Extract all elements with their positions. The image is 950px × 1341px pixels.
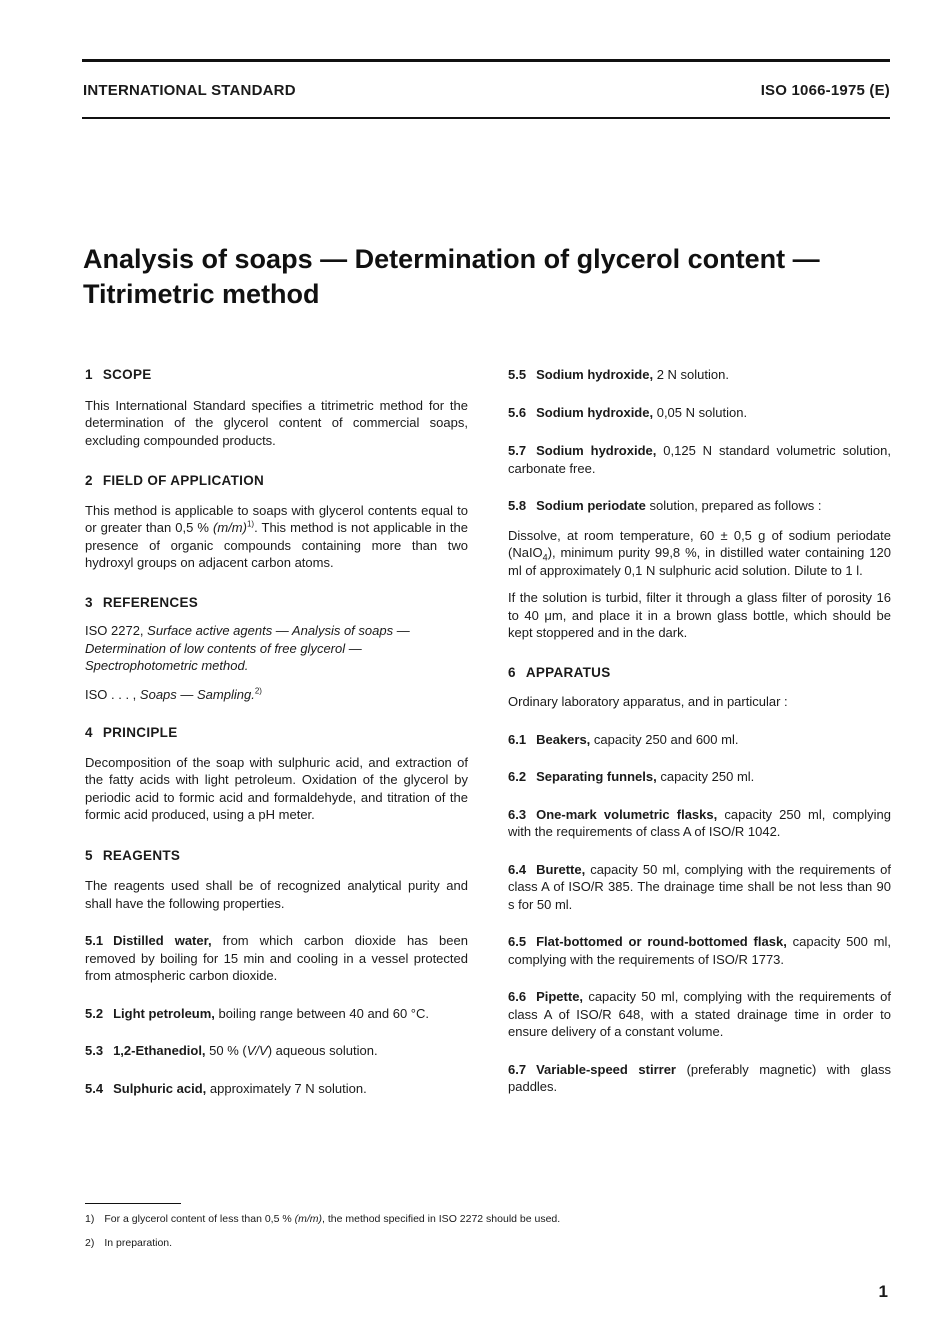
footnote-1: 1) For a glycerol content of less than 0,5 % (m/m), the method specified in ISO 2272 should be used.	[85, 1213, 561, 1225]
header-bottom-rule	[82, 117, 890, 119]
document-title	[83, 242, 883, 312]
section-5-intro: The reagents used shall be of recognized analytical purity and shall have the following properties.	[85, 878, 468, 911]
reference-iso-soaps-sampling: ISO . . . , Soaps — Sampling.$^{2)}$	[85, 686, 262, 702]
title-line-2: Titrimetric method	[83, 279, 320, 309]
item-5-8-filtering: If the solution is turbid, filter it through a glass filter of porosity 16 to 40 μm, and place it in a brown glass bottle, which should be kept stoppered and in the dark.	[508, 590, 891, 640]
item-6-1: 6.1 Beakers, capacity 250 and 600 ml.	[508, 731, 739, 747]
section-1-heading: 1 SCOPE	[85, 367, 152, 382]
section-2-heading: 2 FIELD OF APPLICATION	[85, 473, 265, 488]
page-number: 1	[878, 1282, 888, 1301]
section-2-text: This method is applicable to soaps with glycerol contents equal to or greater than 0,5 % $(m/m)^{1)}$. This method is not applicable in the presence of organic compounds containing more than two hydroxyl groups on adjacent carbon atoms.	[85, 502, 468, 570]
title-line-1: Analysis of soaps — Determination of glycerol content —	[83, 244, 820, 274]
section-4-heading: 4 PRINCIPLE	[85, 725, 178, 740]
section-6-intro: Ordinary laboratory apparatus, and in particular :	[508, 694, 788, 709]
header-top-rule	[82, 59, 890, 62]
item-5-5: 5.5 Sodium hydroxide, 2 N solution.	[508, 367, 729, 382]
item-6-3: 6.3 One-mark volumetric flasks, capacity 250 ml, complying with the requirements of class A of ISO/R 1042.	[508, 806, 891, 839]
item-6-4: 6.4 Burette, capacity 50 ml, complying with the requirements of class A of ISO/R 385. The drainage time shall be not less than 90 s for 50 ml.	[508, 861, 892, 912]
item-5-7: 5.7 Sodium hydroxide, 0,125 N standard volumetric solution, carbonate free.	[508, 443, 891, 476]
footnote-2: 2) In preparation.	[85, 1237, 173, 1249]
item-5-1: 5.1 Distilled water, from which carbon dioxide has been removed by boiling for 15 min and cooling in a vessel protected from atmospheric carbon dioxide.	[85, 933, 468, 983]
item-5-8-preparation: Dissolve, at room temperature, 60 ± 0,5 g of sodium periodate (NaIO$_4$), minimum purity 99,8 %, in distilled water containing 120 ml of approximately 0,1 N sulphuric acid solution. Dilute to 1 l.	[508, 527, 891, 578]
item-5-2: 5.2 Light petroleum, boiling range between 40 and 60 °C.	[85, 1005, 430, 1021]
section-1-text: This International Standard specifies a titrimetric method for the determination of the glycerol content of commercial soaps, excluding compounded products.	[85, 397, 468, 448]
section-4-text: Decomposition of the soap with sulphuric acid, and extraction of the fatty acids with light petroleum. Oxidation of the glycerol by periodic acid to formic acid and formaldehyde, and titration of the formic acid produced, using a pH meter.	[85, 754, 468, 822]
item-5-3: 5.3 1,2-Ethanediol, 50 % (V/V) aqueous solution.	[85, 1043, 378, 1058]
item-6-6: 6.6 Pipette, capacity 50 ml, complying with the requirements of class A of ISO/R 648, with a stated drainage time in order to ensure delivery of a constant volume.	[508, 989, 891, 1039]
footnote-ref-1: 1)	[246, 519, 255, 529]
section-5-heading: 5 REAGENTS	[85, 847, 181, 863]
header-standard-label: INTERNATIONAL STANDARD	[83, 82, 296, 99]
item-6-7: 6.7 Variable-speed stirrer (preferably magnetic) with glass paddles.	[508, 1061, 891, 1094]
item-5-4: 5.4 Sulphuric acid, approximately 7 N solution.	[85, 1080, 367, 1096]
right-column	[508, 366, 891, 1096]
item-6-2: 6.2 Separating funnels, capacity 250 ml.	[508, 769, 755, 784]
header-document-number: ISO 1066-1975 (E)	[760, 82, 890, 99]
reference-iso-2272: ISO 2272, Surface active agents — Analysis of soaps — Determination of low contents of free glycerol — Spectrophotometric method.	[85, 623, 410, 673]
item-5-8: 5.8 Sodium periodate solution, prepared as follows :	[508, 498, 822, 513]
footnote-rule	[85, 1203, 181, 1204]
section-3-heading: 3 REFERENCES	[85, 594, 199, 610]
section-6-heading: 6 APPARATUS	[508, 664, 611, 680]
left-column	[85, 366, 468, 1097]
item-5-6: 5.6 Sodium hydroxide, 0,05 N solution.	[508, 404, 748, 420]
footnote-ref-2: 2)	[254, 686, 262, 696]
item-6-5: 6.5 Flat-bottomed or round-bottomed flask, capacity 500 ml, complying with the requirements of ISO/R 1773.	[508, 934, 891, 967]
